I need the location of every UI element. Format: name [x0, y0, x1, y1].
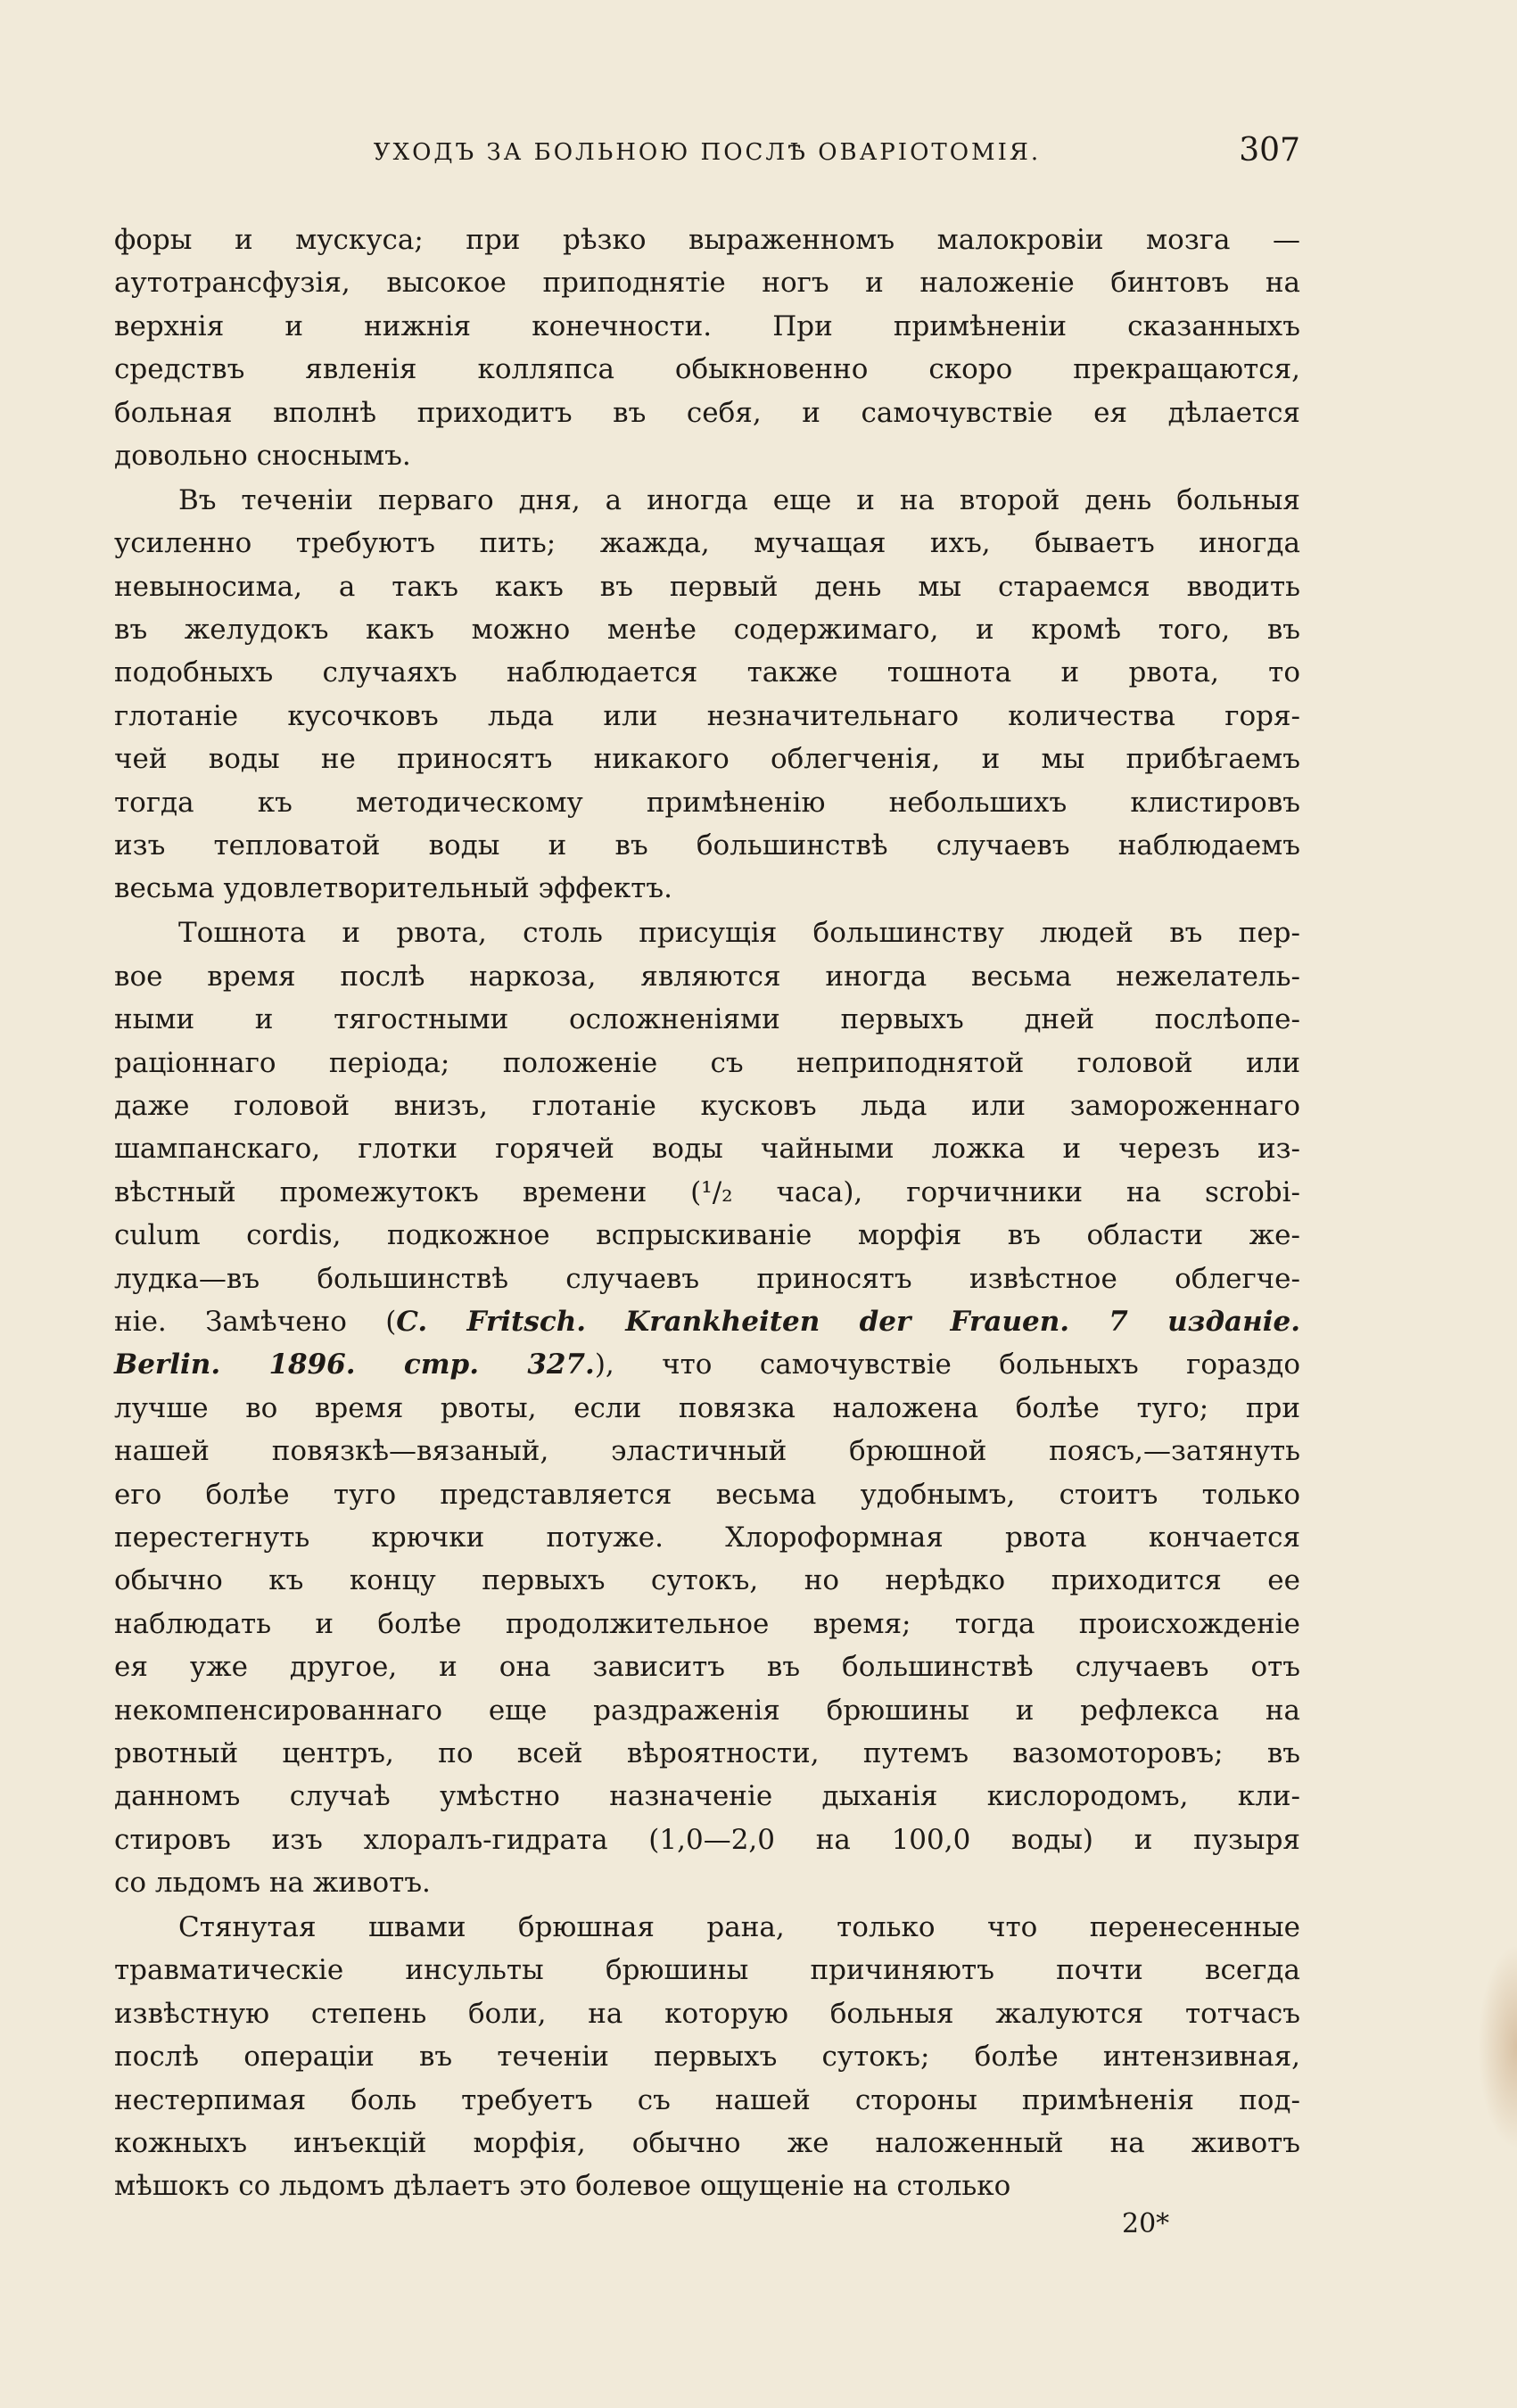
text-line: со льдомъ на животъ. — [114, 1867, 431, 1900]
text-line: средствъ явленія колляпса обыкновенно скоро прекращаются, — [114, 353, 1300, 386]
text-line: ея уже другое, и она зависитъ въ большинствѣ случаевъ отъ — [114, 1651, 1300, 1684]
text-line: вѣстный промежутокъ времени (¹/₂ часа), горчичники на scrobi- — [114, 1175, 1300, 1208]
text-line: послѣ операціи въ теченіи первыхъ сутокъ; болѣе интензивная, — [114, 2041, 1300, 2074]
paragraph — [114, 911, 1300, 1904]
running-title: УХОДЪ ЗА БОЛЬНОЮ ПОСЛѢ ОВАРІОТОМІЯ. — [373, 139, 1042, 166]
paragraph — [114, 1906, 1300, 2208]
text-line: невыносима, а такъ какъ въ первый день мы стараемся вводить — [114, 570, 1300, 603]
text-line: кожныхъ инъекцій морфія, обычно же наложенный на животъ — [114, 2127, 1300, 2160]
running-head — [114, 132, 1300, 177]
text-line: нестерпимая боль требуетъ съ нашей стороны примѣненія под- — [114, 2083, 1300, 2116]
text-line: больная вполнѣ приходитъ въ себя, и самочувствіе ея дѣлается — [114, 396, 1300, 429]
text-line: верхнія и нижнія конечности. При примѣненіи сказанныхъ — [114, 309, 1300, 342]
text-line: данномъ случаѣ умѣстно назначеніе дыханія кислородомъ, кли- — [114, 1780, 1300, 1813]
citation-reference: C. Fritsch. Krankheiten der Frauen. 7 изданіе. — [396, 1305, 1300, 1338]
text-line: весьма удовлетворительный эффектъ. — [114, 872, 672, 905]
text-line: наблюдать и болѣе продолжительное время; тогда происхожденіе — [114, 1607, 1300, 1640]
text-line: стировъ изъ хлоралъ-гидрата (1,0—2,0 на 100,0 воды) и пузыря — [114, 1823, 1300, 1856]
text-line: въ желудокъ какъ можно менѣе содержимаго, и кромѣ того, въ — [114, 614, 1300, 647]
text-line: Въ теченіи перваго дня, а иногда еще и на второй день больныя — [178, 483, 1300, 516]
text-line: аутотрансфузія, высокое приподнятіе ногъ и наложеніе бинтовъ на — [114, 267, 1300, 300]
paragraph — [114, 479, 1300, 911]
text-line — [114, 1300, 1300, 1343]
text-line: рвотный центръ, по всей вѣроятности, путемъ вазомоторовъ; въ — [114, 1737, 1300, 1769]
text-line: мѣшокъ со льдомъ дѣлаетъ это болевое ощущеніе на столько — [114, 2170, 1011, 2203]
text-line: чей воды не приносятъ никакого облегченія, и мы прибѣгаемъ — [114, 743, 1300, 776]
text-line: глотаніе кусочковъ льда или незначительнаго количества горя- — [114, 699, 1300, 732]
text-line: изъ тепловатой воды и въ большинствѣ случаевъ наблюдаемъ — [114, 829, 1300, 862]
text-line: тогда къ методическому примѣненію небольшихъ клистировъ — [114, 786, 1300, 819]
text-line: лудка—въ большинствѣ случаевъ приносятъ извѣстное облегче- — [114, 1262, 1300, 1295]
text-line: ными и тягостными осложненіями первыхъ дней послѣопе- — [114, 1003, 1300, 1036]
text-line: вое время послѣ наркоза, являются иногда весьма нежелатель- — [114, 960, 1300, 993]
text-line: даже головой внизъ, глотаніе кусковъ льда или замороженнаго — [114, 1089, 1300, 1122]
citation-reference: Berlin. 1896. стр. 327. — [114, 1348, 595, 1381]
text-line: Тошнота и рвота, столь присущія большинству людей въ пер- — [178, 917, 1300, 950]
text-line: усиленно требуютъ пить; жажда, мучащая ихъ, бываетъ иногда — [114, 527, 1300, 560]
text-line: перестегнуть крючки потуже. Хлороформная рвота кончается — [114, 1521, 1300, 1554]
page-number: 307 — [1239, 132, 1300, 169]
signature-mark: 20* — [1122, 2208, 1170, 2239]
text-line: форы и мускуса; при рѣзко выраженномъ малокровіи мозга — — [114, 224, 1300, 256]
text-line: шампанскаго, глотки горячей воды чайными ложка и черезъ из- — [114, 1133, 1300, 1166]
text-line: его болѣе туго представляется весьма удобнымъ, стоитъ только — [114, 1478, 1300, 1511]
paragraph — [114, 219, 1300, 477]
text-line: подобныхъ случаяхъ наблюдается также тошнота и рвота, то — [114, 656, 1300, 689]
citation-close: ), что самочувствіе больныхъ гораздо — [594, 1348, 1300, 1381]
text-line: довольно сноснымъ. — [114, 440, 411, 473]
text-line: извѣстную степень боли, на которую больныя жалуются тотчасъ — [114, 1997, 1300, 2030]
text-line — [114, 1343, 1300, 1386]
text-line: лучше во время рвоты, если повязка наложена болѣе туго; при — [114, 1391, 1300, 1424]
citation-open: ніе. Замѣчено ( — [114, 1305, 397, 1338]
text-line: травматическіе инсульты брюшины причиняютъ почти всегда — [114, 1954, 1300, 1987]
text-line: Стянутая швами брюшная рана, только что перенесенные — [178, 1911, 1300, 1944]
body-text — [114, 219, 1300, 2208]
text-line: нашей повязкѣ—вязаный, эластичный брюшной поясъ,—затянуть — [114, 1435, 1300, 1468]
paper-stain — [1478, 1944, 1517, 2149]
text-line: некомпенсированнаго еще раздраженія брюшины и рефлекса на — [114, 1694, 1300, 1727]
text-line: обычно къ концу первыхъ сутокъ, но нерѣдко приходится ее — [114, 1564, 1300, 1597]
text-line: раціоннаго періода; положеніе съ неприподнятой головой или — [114, 1046, 1300, 1079]
text-line: culum cordis, подкожное вспрыскиваніе морфія въ области же- — [114, 1219, 1300, 1252]
